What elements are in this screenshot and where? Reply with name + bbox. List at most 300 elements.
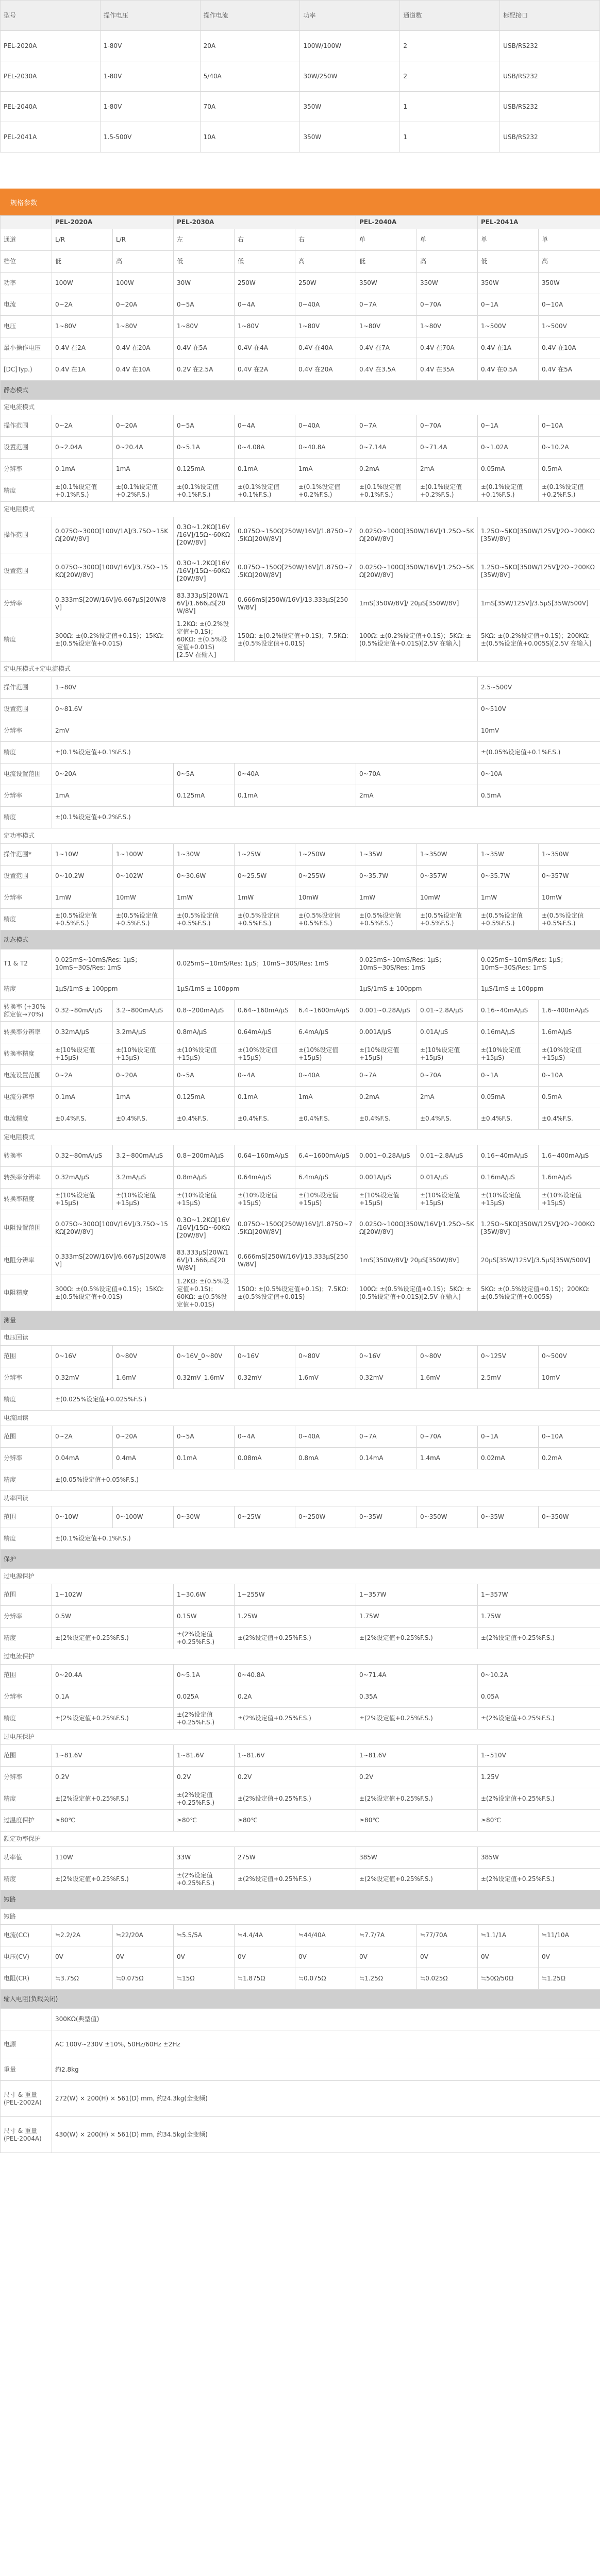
spec-value: 0.1mA	[235, 1087, 295, 1108]
summary-cell: USB/RS232	[500, 92, 600, 122]
spec-value: ±(2%设定值+0.25%F.S.)	[478, 1788, 600, 1810]
spec-value: ≒1.25Ω	[539, 1968, 600, 1990]
spec-label: 通道	[1, 229, 52, 251]
spec-row	[1, 1606, 600, 1628]
spec-value: ±(2%设定值+0.25%F.S.)	[235, 1869, 356, 1890]
spec-value: 0V	[174, 1946, 235, 1968]
spec-value: 1.6mV	[295, 1367, 356, 1389]
spec-value: 350W	[356, 273, 417, 294]
spec-value: 低	[235, 251, 295, 273]
spec-label: 精度	[1, 1869, 52, 1890]
spec-value: 0.02mA	[478, 1448, 539, 1469]
spec-value: ±(10%设定值+15μS)	[174, 1189, 235, 1210]
spec-value: 单	[478, 229, 539, 251]
spec-value: 0~40A	[295, 1065, 356, 1087]
spec-value: 300Ω: ±(0.2%设定值+0.1S)；15KΩ: ±(0.5%设定值+0.01S)	[52, 618, 174, 662]
subsection-label: 过电源保护	[1, 1569, 600, 1584]
spec-value: 1.25Ω~5KΩ[350W/125V]/2Ω~200KΩ[35W/8V]	[478, 553, 600, 589]
spec-value: 0.32mV	[356, 1367, 417, 1389]
summary-cell: 1	[400, 92, 500, 122]
spec-value: 6.4mA/μS	[295, 1022, 356, 1043]
spec-label: 范围	[1, 1426, 52, 1448]
spec-value: 2.5~500V	[478, 677, 600, 699]
spec-value: 0.4V 在40A	[295, 337, 356, 359]
spec-value: 0V	[113, 1946, 174, 1968]
summary-header-cell: 通道数	[400, 1, 500, 31]
spec-value: 0~16V	[52, 1346, 113, 1367]
spec-label: 电流精度	[1, 1108, 52, 1130]
spec-value: 150Ω: ±(0.5%设定值+0.1S)；7.5KΩ: ±(0.5%设定值+0.01S)	[235, 1275, 356, 1311]
subsection-label: 定电阻模式	[1, 1130, 600, 1145]
spec-value: ±0.4%F.S.	[295, 1108, 356, 1130]
subsection-header-row	[1, 1909, 600, 1925]
spec-row	[1, 1788, 600, 1810]
spec-value: 0~35.7W	[356, 866, 417, 887]
spec-value: ±0.4%F.S.	[52, 1108, 113, 1130]
spec-row	[1, 699, 600, 720]
spec-label: [DC]Typ.)	[1, 359, 52, 381]
spec-value: 1~500V	[478, 316, 539, 337]
spec-value: 0.025mS~10mS/Res: 1μS；10mS~30S/Res: 1mS	[356, 950, 478, 978]
summary-header-row	[1, 1, 600, 31]
spec-value: 0.8~200mA/μS	[174, 1145, 235, 1167]
spec-value: ≒11/10A	[539, 1925, 600, 1946]
spec-value: 0~350W	[539, 1506, 600, 1528]
spec-label: 转换率精度	[1, 1043, 52, 1065]
spec-value: 1mA	[52, 785, 174, 807]
spec-value: 0.14mA	[356, 1448, 417, 1469]
summary-cell: PEL-2030A	[1, 61, 101, 92]
summary-cell: 350W	[300, 92, 400, 122]
spec-label: 电压(CV)	[1, 1946, 52, 1968]
section-header-row	[1, 381, 600, 400]
spec-value: 5KΩ: ±(0.2%设定值+0.1S)；200KΩ: ±(0.5%设定值+0.005S)[2.5V 在输入]	[478, 618, 600, 662]
spec-value: ±(10%设定值+15μS)	[235, 1043, 295, 1065]
spec-row	[1, 1145, 600, 1167]
spec-row	[1, 1043, 600, 1065]
spec-label	[1, 216, 52, 229]
section-label: 动态模式	[1, 930, 600, 950]
summary-cell: PEL-2041A	[1, 122, 101, 152]
spec-value: ≒1.25Ω	[356, 1968, 417, 1990]
spec-value: 10mV	[478, 720, 600, 742]
spec-value: 0.001A/μS	[356, 1167, 417, 1189]
spec-row	[1, 677, 600, 699]
spec-row	[1, 251, 600, 273]
spec-label: 精度	[1, 1788, 52, 1810]
spec-value: 1.25Ω~5KΩ[350W/125V]/2Ω~200KΩ[35W/8V]	[478, 517, 600, 553]
spec-value: 0~40A	[295, 415, 356, 437]
spec-row	[1, 742, 600, 764]
spec-value: 0.05A	[478, 1686, 600, 1708]
spec-value: 0.4V 在7A	[356, 337, 417, 359]
spec-value: 0.32mV	[52, 1367, 113, 1389]
spec-value: 约2.8kg	[52, 2059, 600, 2081]
spec-value: 1~81.6V	[52, 1745, 174, 1767]
spec-value: 1~81.6V	[356, 1745, 478, 1767]
spec-value: 1~357W	[356, 1584, 478, 1606]
spec-value: 1~35W	[478, 844, 539, 866]
spec-value: ±(0.5%设定值+0.5%F.S.)	[235, 909, 295, 930]
spec-value: 0~25W	[235, 1506, 295, 1528]
spec-value: 0~255W	[295, 866, 356, 887]
spec-value: 高	[417, 251, 478, 273]
spec-row	[1, 618, 600, 662]
spec-value: ≒77/70A	[417, 1925, 478, 1946]
spec-label: 范围	[1, 1745, 52, 1767]
spec-value: ±(10%设定值+15μS)	[113, 1043, 174, 1065]
subsection-label: 额定功率保护	[1, 1832, 600, 1847]
spec-value: 1mW	[235, 887, 295, 909]
spec-row	[1, 415, 600, 437]
spec-value: ±(0.5%设定值+0.5%F.S.)	[539, 909, 600, 930]
spec-value: ≒22/20A	[113, 1925, 174, 1946]
spec-value: 1.6mV	[113, 1367, 174, 1389]
spec-value: 0.32~80mA/μS	[52, 1000, 113, 1022]
spec-label: 设置范围	[1, 866, 52, 887]
spec-row	[1, 1448, 600, 1469]
spec-value: 250W	[235, 273, 295, 294]
spec-value: 左	[174, 229, 235, 251]
spec-value: 0.8mA	[295, 1448, 356, 1469]
spec-value: 0.2mA	[356, 459, 417, 480]
spec-value: 0.4V 在70A	[417, 337, 478, 359]
summary-cell: 70A	[200, 92, 300, 122]
spec-row	[1, 1346, 600, 1367]
spec-value: 高	[295, 251, 356, 273]
spec-value: 100W	[113, 273, 174, 294]
spec-value: 0~10A	[478, 764, 600, 785]
spec-row	[1, 1469, 600, 1491]
spec-value: 350W	[478, 273, 539, 294]
spec-value: 0~1A	[478, 1426, 539, 1448]
spec-value: 0~2A	[52, 1426, 113, 1448]
spec-label: 分辨率	[1, 1606, 52, 1628]
summary-cell: 100W/100W	[300, 31, 400, 61]
spec-value: ±(0.1%设定值+0.2%F.S.)	[295, 480, 356, 502]
spec-value: 0.4V 在20A	[295, 359, 356, 381]
spec-row	[1, 1584, 600, 1606]
spec-row	[1, 785, 600, 807]
spec-value: ±0.4%F.S.	[356, 1108, 417, 1130]
spec-value: 0.3Ω~1.2KΩ[16V/16V]/15Ω~60KΩ[20W/8V]	[174, 517, 235, 553]
spec-value: ±(0.05%设定值+0.1%F.S.)	[478, 742, 600, 764]
spec-value: 右	[295, 229, 356, 251]
spec-value: 0.075Ω~300Ω[100V/16V]/3.75Ω~15KΩ[20W/8V]	[52, 553, 174, 589]
spec-value: 0~1.02A	[478, 437, 539, 459]
spec-value: 0~10.2A	[478, 1665, 600, 1686]
spec-value: 0~81.6V	[52, 699, 478, 720]
spec-label: 电阻精度	[1, 1275, 52, 1311]
spec-value: ±(10%设定值+15μS)	[295, 1043, 356, 1065]
spec-value: 高	[113, 251, 174, 273]
spec-label: 电流设置范围	[1, 1065, 52, 1087]
spec-value: 0.5W	[52, 1606, 174, 1628]
spec-value: ≒0.075Ω	[113, 1968, 174, 1990]
spec-row	[1, 887, 600, 909]
spec-value: 1.75W	[356, 1606, 478, 1628]
spec-label: 操作范围	[1, 677, 52, 699]
spec-label: 精度	[1, 480, 52, 502]
spec-value: 0~10.2A	[539, 437, 600, 459]
spec-value: 0~40A	[295, 294, 356, 316]
spec-value: 0~4A	[235, 415, 295, 437]
spec-row	[1, 1847, 600, 1869]
summary-cell: USB/RS232	[500, 31, 600, 61]
spec-value: 0.64mA/μS	[235, 1022, 295, 1043]
spec-value: 20μS[35W/125V]/3.5μS[35W/500V]	[478, 1246, 600, 1275]
spec-value: 0~16V_0~80V	[174, 1346, 235, 1367]
spec-value: ±(0.05%设定值+0.05%F.S.)	[52, 1469, 600, 1491]
spec-value: 10mW	[113, 887, 174, 909]
spec-value: 0V	[235, 1946, 295, 1968]
spec-value: 0.025Ω~100Ω[350W/16V]/1.25Ω~5KΩ[20W/8V]	[356, 517, 478, 553]
spec-value: 0.1mA	[235, 459, 295, 480]
spec-value: 0.2V	[52, 1767, 174, 1788]
spec-value: 0.5mA	[539, 459, 600, 480]
spec-value: 0V	[417, 1946, 478, 1968]
spec-row	[1, 553, 600, 589]
spec-value: PEL-2030A	[174, 216, 356, 229]
spec-value: 0~1A	[478, 1065, 539, 1087]
spec-row	[1, 807, 600, 828]
spec-value: ±(10%设定值+15μS)	[478, 1043, 539, 1065]
subsection-header-row	[1, 1411, 600, 1426]
spec-value: 0~357W	[417, 866, 478, 887]
spec-value: L/R	[52, 229, 113, 251]
spec-value: 6.4mA/μS	[295, 1167, 356, 1189]
spec-row	[1, 978, 600, 1000]
subsection-header-row	[1, 1130, 600, 1145]
spec-label: 精度	[1, 978, 52, 1000]
subsection-header-row	[1, 1569, 600, 1584]
spec-row	[1, 844, 600, 866]
spec-value: 0.5mA	[539, 1087, 600, 1108]
spec-value: 0.2mA	[356, 1087, 417, 1108]
spec-value: 250W	[295, 273, 356, 294]
spec-value: 0.32mV_1.6mV	[174, 1367, 235, 1389]
subsection-label: 电流回读	[1, 1411, 600, 1426]
spec-value: 单	[539, 229, 600, 251]
spec-value: ≒1.875Ω	[235, 1968, 295, 1990]
spec-row	[1, 294, 600, 316]
spec-value: 0~5A	[174, 764, 235, 785]
spec-value: ≥80℃	[174, 1810, 235, 1832]
spec-value: 0~70A	[417, 294, 478, 316]
section-header-row	[1, 1311, 600, 1330]
spec-value: ±(2%设定值+0.25%F.S.)	[478, 1869, 600, 1890]
spec-value: 0.1mA	[235, 785, 356, 807]
summary-cell: 1-80V	[100, 61, 200, 92]
summary-row	[1, 61, 600, 92]
spec-value: 385W	[478, 1847, 600, 1869]
spec-value: 0.08mA	[235, 1448, 295, 1469]
subsection-label: 定电流模式	[1, 400, 600, 415]
spec-value: ±0.4%F.S.	[417, 1108, 478, 1130]
spec-value: 0~5A	[174, 1065, 235, 1087]
spec-value: 0~40A	[235, 764, 356, 785]
subsection-header-row	[1, 1491, 600, 1506]
spec-value: ±0.4%F.S.	[235, 1108, 295, 1130]
spec-value: ≥80℃	[235, 1810, 356, 1832]
spec-value: 0.35A	[356, 1686, 478, 1708]
spec-value: 1.2KΩ: ±(0.2%设定值+0.1S)；60KΩ: ±(0.5%设定值+0.01S)[2.5V 在输入]	[174, 618, 235, 662]
spec-value: 0~16V	[235, 1346, 295, 1367]
spec-label: 电阻(CR)	[1, 1968, 52, 1990]
spec-value: 10mV	[539, 1367, 600, 1389]
spec-value: 300Ω: ±(0.5%设定值+0.1S)；15KΩ: ±(0.5%设定值+0.01S)	[52, 1275, 174, 1311]
spec-value: 2.5mV	[478, 1367, 539, 1389]
spec-value: 1.6mA/μS	[539, 1022, 600, 1043]
spec-value: 0.01~2.8A/μS	[417, 1145, 478, 1167]
section-gap	[0, 152, 600, 189]
spec-value: 0V	[539, 1946, 600, 1968]
spec-value: 单	[417, 229, 478, 251]
spec-value: 0~35.7W	[478, 866, 539, 887]
spec-value: 0V	[356, 1946, 417, 1968]
spec-label: 精度	[1, 807, 52, 828]
spec-value: 0.4V 在35A	[417, 359, 478, 381]
spec-value: 0.075Ω~150Ω[250W/16V]/1.875Ω~7.5KΩ[20W/8V]	[235, 1210, 356, 1246]
spec-row	[1, 459, 600, 480]
spec-row	[1, 2030, 600, 2059]
spec-value: ≒0.075Ω	[295, 1968, 356, 1990]
spec-value: 1~500V	[539, 316, 600, 337]
spec-value: 0.4V 在5A	[174, 337, 235, 359]
spec-label: 重量	[1, 2059, 52, 2081]
spec-value: 0.32mA/μS	[52, 1167, 113, 1189]
spec-value: 1~255W	[235, 1584, 356, 1606]
spec-label: 电流设置范围	[1, 764, 52, 785]
spec-row	[1, 1968, 600, 1990]
spec-row	[1, 1108, 600, 1130]
spec-value: 0.1mA	[174, 1448, 235, 1469]
spec-value: 1mA	[295, 459, 356, 480]
spec-value: ±0.4%F.S.	[539, 1108, 600, 1130]
spec-value: 0~70A	[417, 415, 478, 437]
spec-value: 0~20A	[113, 415, 174, 437]
spec-value: 0~4A	[235, 1426, 295, 1448]
spec-value: 0.025Ω~100Ω[350W/16V]/1.25Ω~5KΩ[20W/8V]	[356, 1210, 478, 1246]
spec-value: 0.001~0.28A/μS	[356, 1000, 417, 1022]
spec-value: 272(W) × 200(H) × 561(D) mm, 约24.3kg(全变频)	[52, 2081, 600, 2117]
subsection-header-row	[1, 400, 600, 415]
spec-value: 0.333mS[20W/16V]/6.667μS[20W/8V]	[52, 1246, 174, 1275]
spec-value: 0.05mA	[478, 1087, 539, 1108]
spec-value: ±(2%设定值+0.25%F.S.)	[235, 1628, 356, 1649]
spec-value: 3.2~800mA/μS	[113, 1000, 174, 1022]
spec-row	[1, 2117, 600, 2153]
spec-value: 0.16~40mA/μS	[478, 1145, 539, 1167]
spec-value: 0.64~160mA/μS	[235, 1000, 295, 1022]
spec-label: 尺寸 & 重量 (PEL-2002A)	[1, 2081, 52, 2117]
subsection-label: 过电压保护	[1, 1730, 600, 1745]
spec-value: 10mW	[295, 887, 356, 909]
spec-value: 0~40.8A	[235, 1665, 356, 1686]
spec-value: 0.4V 在2A	[235, 359, 295, 381]
spec-value: 30W	[174, 273, 235, 294]
summary-table	[0, 0, 600, 152]
spec-value: ±0.4%F.S.	[478, 1108, 539, 1130]
summary-row	[1, 92, 600, 122]
spec-value: 0~7.14A	[356, 437, 417, 459]
spec-value: PEL-2041A	[478, 216, 600, 229]
spec-row	[1, 1708, 600, 1730]
spec-value: 0~5.1A	[174, 437, 235, 459]
spec-value: 0~5A	[174, 415, 235, 437]
spec-value: 1~80V	[52, 677, 478, 699]
spec-value: 83.333μS[20W/16V]/1.666μS[20W/8V]	[174, 589, 235, 618]
spec-value: 右	[235, 229, 295, 251]
spec-label: 电源	[1, 2030, 52, 2059]
spec-value: 0.4V 在10A	[539, 337, 600, 359]
spec-value: 0~20A	[113, 1426, 174, 1448]
spec-row	[1, 316, 600, 337]
spec-value: ≥80℃	[478, 1810, 600, 1832]
spec-value: ±(10%设定值+15μS)	[417, 1043, 478, 1065]
spec-label: 转换率分辨率	[1, 1022, 52, 1043]
spec-value: 0~4.08A	[235, 437, 295, 459]
spec-value: 1~30.6W	[174, 1584, 235, 1606]
spec-row	[1, 1022, 600, 1043]
spec-section-title	[0, 189, 600, 215]
spec-value: 0.4V 在10A	[113, 359, 174, 381]
summary-cell: 1-80V	[100, 92, 200, 122]
spec-value: 6.4~1600mA/μS	[295, 1145, 356, 1167]
spec-row	[1, 1210, 600, 1246]
summary-cell: PEL-2040A	[1, 92, 101, 122]
spec-label: 精度	[1, 1628, 52, 1649]
spec-label: 范围	[1, 1506, 52, 1528]
summary-header-cell: 操作电流	[200, 1, 300, 31]
spec-value: 0.666mS[250W/16V]/13.333μS[250W/8V]	[235, 589, 356, 618]
spec-value: 1~357W	[478, 1584, 600, 1606]
spec-value: ±(2%设定值+0.25%F.S.)	[356, 1869, 478, 1890]
spec-value: 1mW	[478, 887, 539, 909]
spec-value: 0.666mS[250W/16V]/13.333μS[250W/8V]	[235, 1246, 356, 1275]
spec-value: 1.25V	[478, 1767, 600, 1788]
spec-value: PEL-2040A	[356, 216, 478, 229]
spec-table	[0, 215, 600, 2153]
spec-label: 电流(CC)	[1, 1925, 52, 1946]
spec-row	[1, 1167, 600, 1189]
spec-value: ±(0.1%设定值+0.2%F.S.)	[52, 807, 600, 828]
section-label: 保护	[1, 1550, 600, 1569]
spec-row	[1, 480, 600, 502]
spec-value: 1~81.6V	[174, 1745, 235, 1767]
spec-value: AC 100V~230V ±10%, 50Hz/60Hz ±2Hz	[52, 2030, 600, 2059]
spec-label: 电流分辨率	[1, 1087, 52, 1108]
spec-value: ±(0.5%设定值+0.5%F.S.)	[174, 909, 235, 930]
spec-value: ≒44/40A	[295, 1925, 356, 1946]
spec-value: 1mW	[52, 887, 113, 909]
spec-value: 0.075Ω~150Ω[250W/16V]/1.875Ω~7.5KΩ[20W/8V]	[235, 553, 356, 589]
spec-label: 设置范围	[1, 437, 52, 459]
section-header-row	[1, 930, 600, 950]
section-header-row	[1, 1550, 600, 1569]
spec-value: 1μS/1mS ± 100ppm	[356, 978, 478, 1000]
spec-value: ±(2%设定值+0.25%F.S.)	[174, 1869, 235, 1890]
spec-value: 0~30.6W	[174, 866, 235, 887]
summary-header-cell: 功率	[300, 1, 400, 31]
spec-value: 1~350W	[539, 844, 600, 866]
spec-value: 100Ω: ±(0.5%设定值+0.1S)；5KΩ: ±(0.5%设定值+0.01S)[2.5V 在输入]	[356, 1275, 478, 1311]
spec-row	[1, 1275, 600, 1311]
spec-value: 1~80V	[235, 316, 295, 337]
spec-value: 0.2V	[356, 1767, 478, 1788]
spec-value: 0.4V 在1A	[478, 337, 539, 359]
spec-value: 1~80V	[295, 316, 356, 337]
